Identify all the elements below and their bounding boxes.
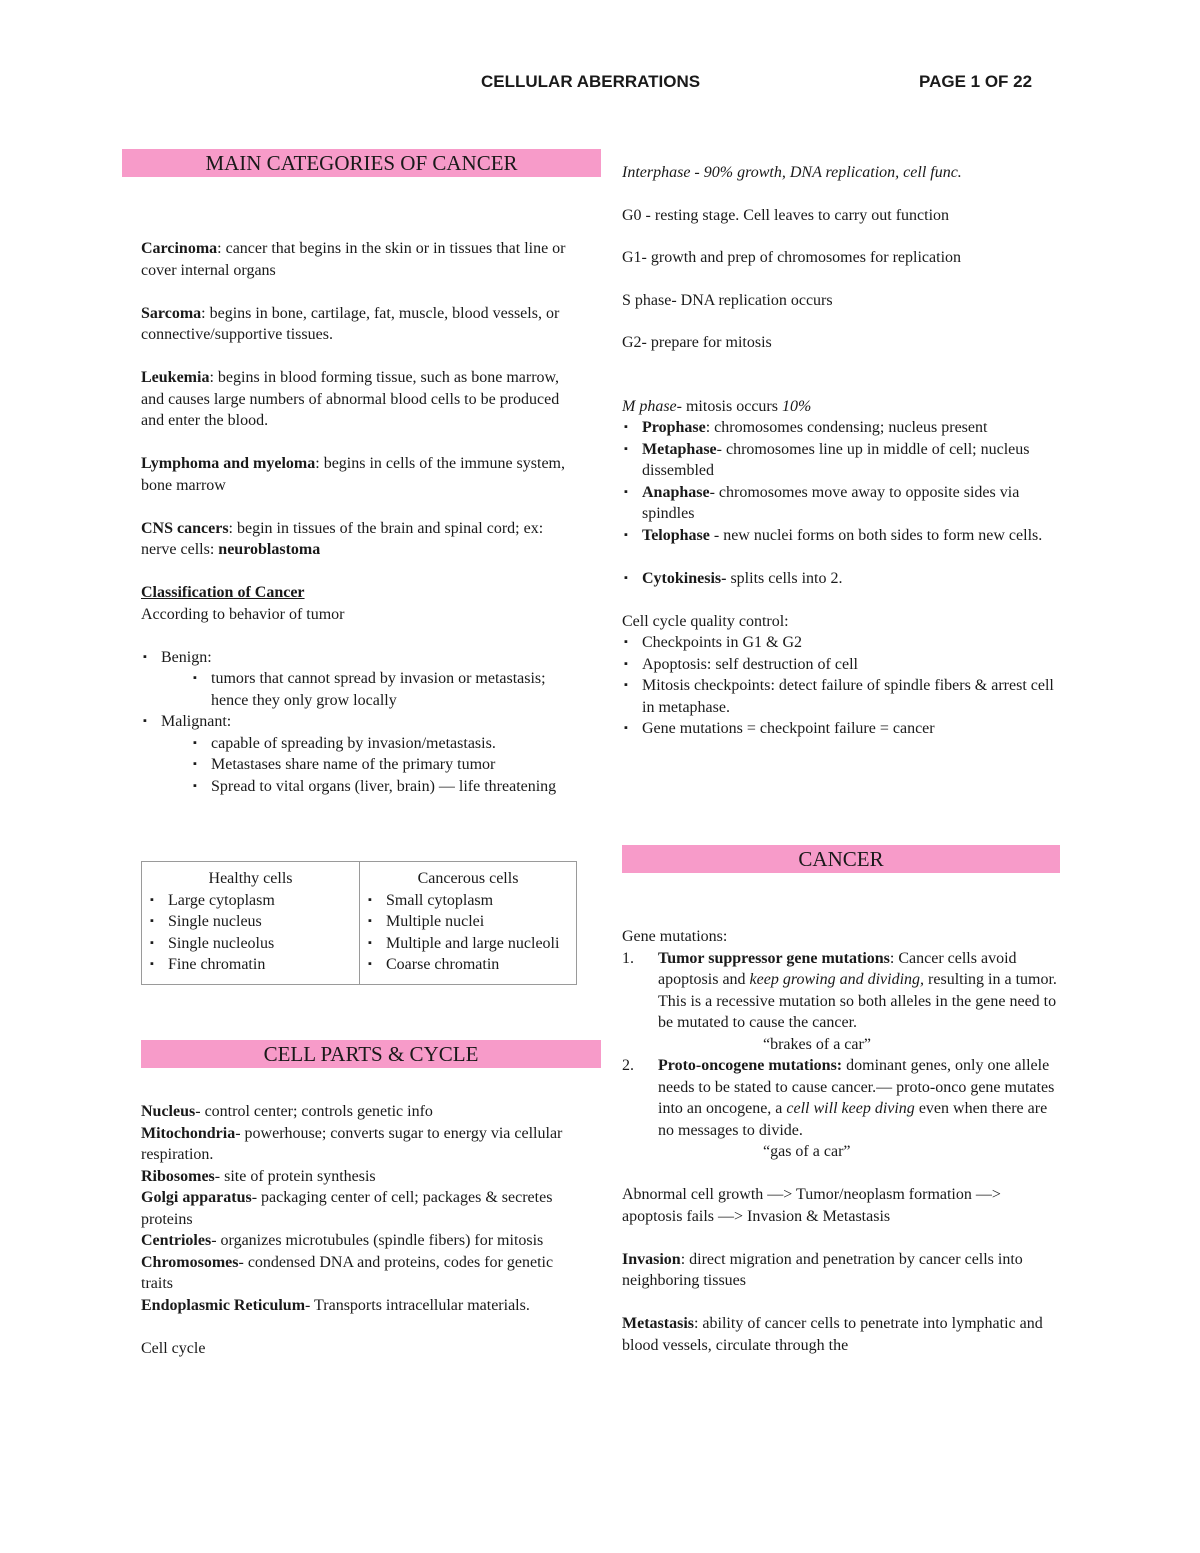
mutation-item: 1. Tumor suppressor gene mutations: Cancer cells avoid apoptosis and keep growing and dividing, resulting in a tumor. This is a recessive mutation so both alleles in the gene need to be mutated to cause the cancer. “brakes of a car” xyxy=(622,948,1062,1056)
category-cns: CNS cancers: begin in tissues of the brain and spinal cord; ex: nerve cells: neuroblastoma xyxy=(141,519,544,558)
phase-item: ▪ Anaphase- chromosomes move away to opposite sides via spindles xyxy=(622,482,1062,525)
malignant-detail: ▪ capable of spreading by invasion/metastasis. xyxy=(191,733,581,755)
page-title: CELLULAR ABERRATIONS xyxy=(481,72,701,91)
benign-item: ▪ Benign: ▪ tumors that cannot spread by invasion or metastasis; hence they only grow locally xyxy=(141,647,581,712)
gene-mutations-label: Gene mutations: xyxy=(622,928,728,945)
section-band-main-categories: MAIN CATEGORIES OF CANCER xyxy=(122,149,601,177)
g0-line: G0 - resting stage. Cell leaves to carry out function xyxy=(622,206,950,224)
classification-sub: According to behavior of tumor xyxy=(141,605,345,623)
section-band-cancer: CANCER xyxy=(622,845,1060,873)
cell-comparison-table xyxy=(141,861,577,985)
cell-part: Endoplasmic Reticulum- Transports intracellular materials. xyxy=(141,1296,530,1314)
phase-item: ▪ Metaphase- chromosomes line up in middle of cell; nucleus dissembled xyxy=(622,439,1062,482)
categories-block xyxy=(141,238,581,797)
phase-item: ▪ Prophase: chromosomes condensing; nucleus present xyxy=(622,417,1062,439)
qc-item: ▪ Mitosis checkpoints: detect failure of spindle fibers & arrest cell in metaphase. xyxy=(622,675,1062,718)
abnormal-growth-line: Abnormal cell growth —> Tumor/neoplasm formation —> apoptosis fails —> Invasion & Metastasis xyxy=(622,1186,1001,1225)
page-number: PAGE 1 OF 22 xyxy=(919,72,1033,91)
cancer-item: ▪ Multiple nuclei xyxy=(366,911,570,933)
cancer-item: ▪ Coarse chromatin xyxy=(366,954,570,976)
cell-part: Mitochondria- powerhouse; converts sugar to energy via cellular respiration. xyxy=(141,1124,563,1163)
gas-quote: “gas of a car” xyxy=(763,1143,851,1160)
cancerous-cells-cell xyxy=(360,862,577,985)
benign-detail: ▪ tumors that cannot spread by invasion or metastasis; hence they only grow locally xyxy=(191,668,581,711)
cell-part: Golgi apparatus- packaging center of cell; packages & secretes proteins xyxy=(141,1189,553,1228)
g2-line: G2- prepare for mitosis xyxy=(622,334,772,351)
healthy-item: ▪ Large cytoplasm xyxy=(148,890,353,912)
brakes-quote: “brakes of a car” xyxy=(763,1035,871,1053)
cell-part: Centrioles- organizes microtubules (spindle fibers) for mitosis xyxy=(141,1232,544,1249)
healthy-cells-cell xyxy=(142,862,360,985)
qc-item: ▪ Checkpoints in G1 & G2 xyxy=(622,632,1062,654)
malignant-item: ▪ Malignant: ▪ capable of spreading by invasion/metastasis. ▪ Metastases share name of the primary tumor ▪ Spread to vital organs (liver, brain) — life threatening xyxy=(141,711,581,797)
category-leukemia: Leukemia: begins in blood forming tissue, such as bone marrow, and causes large numbers of abnormal blood cells to be produced and enter the blood. xyxy=(141,369,560,429)
cancer-item: ▪ Multiple and large nucleoli xyxy=(366,933,570,955)
classification-list xyxy=(141,647,581,798)
section-band-cell-parts: CELL PARTS & CYCLE xyxy=(141,1040,601,1068)
healthy-item: ▪ Single nucleolus xyxy=(148,933,353,955)
cycle-phases-block xyxy=(622,162,1062,740)
interphase-line: Interphase - 90% growth, DNA replication, cell func. xyxy=(622,164,962,181)
metastasis-line: Metastasis: ability of cancer cells to penetrate into lymphatic and blood vessels, circulate through the xyxy=(622,1315,1043,1354)
category-carcinoma: Carcinoma: cancer that begins in the skin or in tissues that line or cover internal organs xyxy=(141,240,566,279)
cell-part: Chromosomes- condensed DNA and proteins, codes for genetic traits xyxy=(141,1253,554,1292)
phase-item: ▪ Telophase - new nuclei forms on both sides to form new cells. xyxy=(622,525,1062,547)
qc-item: ▪ Apoptosis: self destruction of cell xyxy=(622,654,1062,676)
quality-control-label: Cell cycle quality control: xyxy=(622,612,789,630)
m-phase-line: M phase- mitosis occurs 10% xyxy=(622,397,812,415)
mutation-list xyxy=(622,948,1062,1163)
healthy-cells-header: Healthy cells xyxy=(208,870,293,887)
s-phase-line: S phase- DNA replication occurs xyxy=(622,291,833,309)
cell-part: Ribosomes- site of protein synthesis xyxy=(141,1167,376,1185)
cancer-item: ▪ Small cytoplasm xyxy=(366,890,570,912)
cell-parts-block xyxy=(141,1101,581,1359)
cancerous-cells-header: Cancerous cells xyxy=(417,870,519,887)
cell-cycle-label: Cell cycle xyxy=(141,1339,206,1357)
invasion-line: Invasion: direct migration and penetration by cancer cells into neighboring tissues xyxy=(622,1250,1023,1289)
qc-item: ▪ Gene mutations = checkpoint failure = cancer xyxy=(622,718,1062,740)
quality-control-list xyxy=(622,632,1062,740)
mitosis-phase-list xyxy=(622,417,1062,546)
classification-heading: Classification of Cancer xyxy=(141,584,305,601)
healthy-item: ▪ Fine chromatin xyxy=(148,954,353,976)
category-sarcoma: Sarcoma: begins in bone, cartilage, fat, muscle, blood vessels, or connective/supportive tissues. xyxy=(141,304,560,343)
cell-part: Nucleus- control center; controls genetic info xyxy=(141,1103,433,1120)
healthy-item: ▪ Single nucleus xyxy=(148,911,353,933)
g1-line: G1- growth and prep of chromosomes for replication xyxy=(622,249,962,266)
malignant-detail: ▪ Spread to vital organs (liver, brain) — life threatening xyxy=(191,776,581,798)
cytokinesis-item: ▪ Cytokinesis- splits cells into 2. xyxy=(622,568,1062,590)
category-lymphoma: Lymphoma and myeloma: begins in cells of the immune system, bone marrow xyxy=(141,455,565,494)
cancer-block xyxy=(622,926,1062,1356)
malignant-detail: ▪ Metastases share name of the primary tumor xyxy=(191,754,581,776)
mutation-item: 2. Proto-oncogene mutations: dominant genes, only one allele needs to be stated to cause cancer.— proto-onco gene mutates into an oncogene, a cell will keep diving even when there are no messages to divide. “gas of a car” xyxy=(622,1055,1062,1163)
